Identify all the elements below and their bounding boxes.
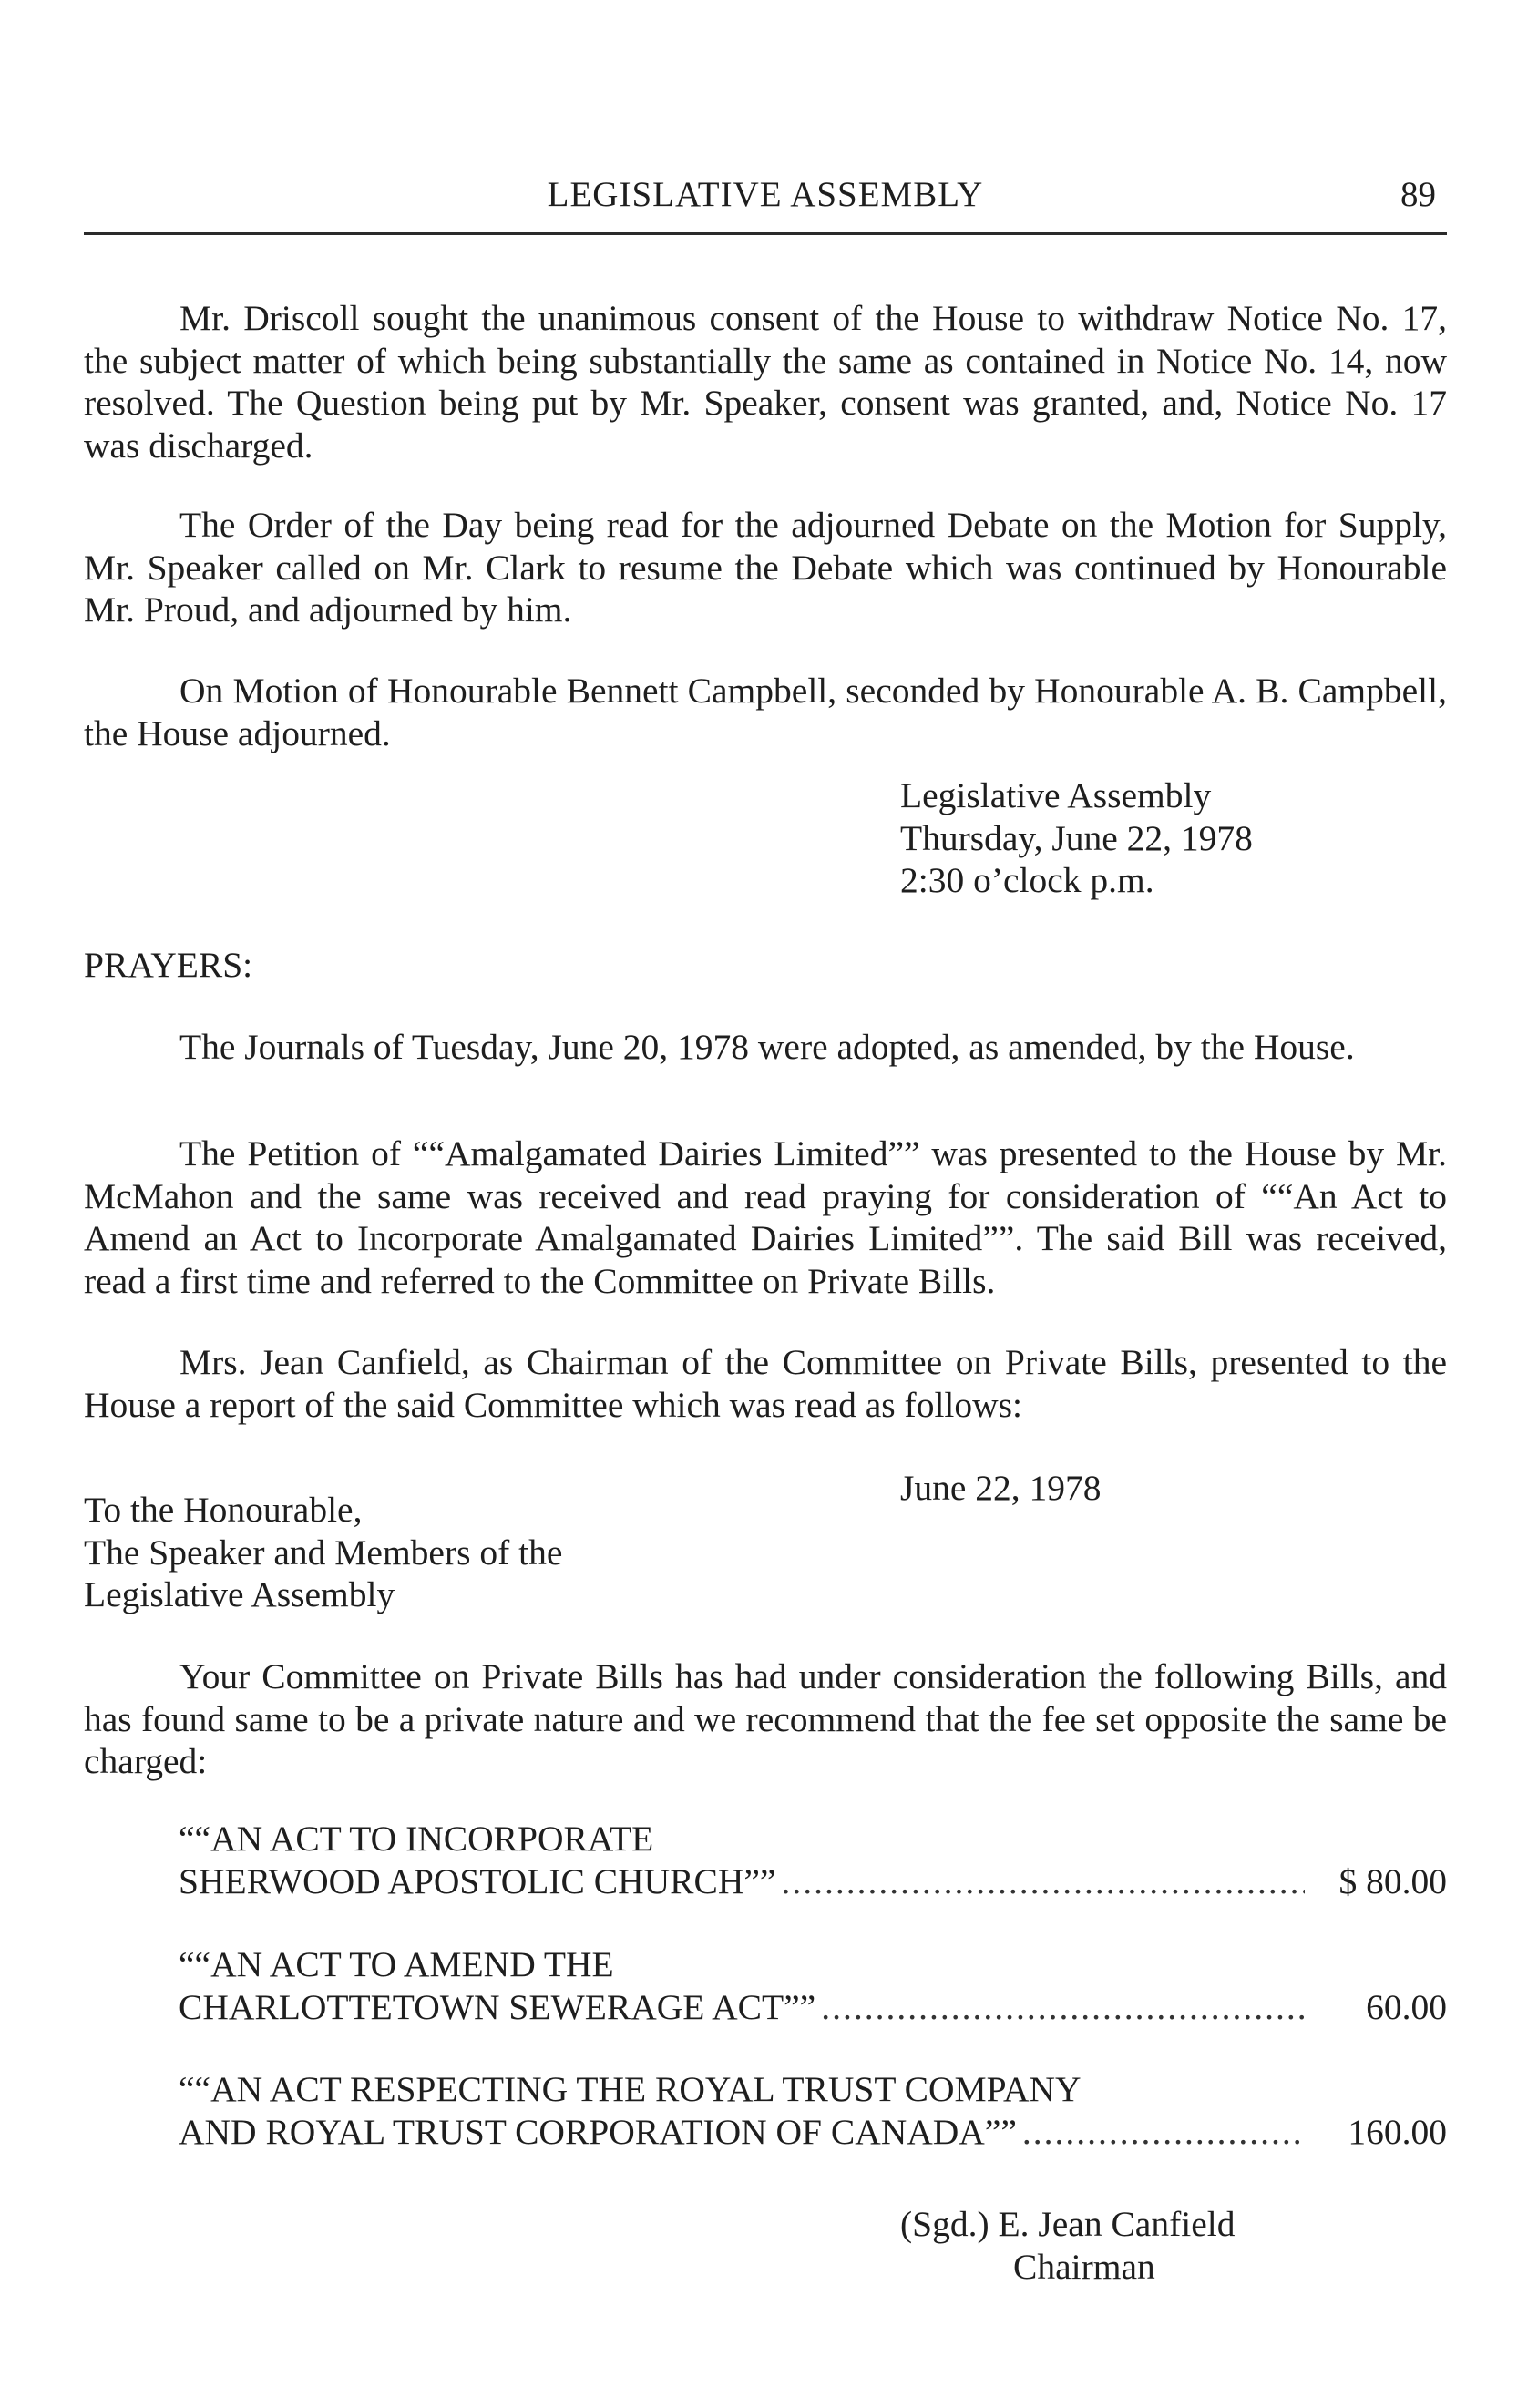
header-rule bbox=[84, 232, 1447, 235]
sitting-assembly: Legislative Assembly bbox=[900, 775, 1212, 815]
address-line: To the Honourable, bbox=[84, 1490, 363, 1530]
page-header bbox=[84, 164, 1447, 219]
report-date: June 22, 1978 bbox=[900, 1468, 1102, 1508]
paragraph-committee-recommendation: Your Committee on Private Bills has had under consideration the following Bills, and has found same to be a private nature and we recommend that the fee set opposite the same be charged: bbox=[84, 1656, 1447, 1781]
dot-leader bbox=[781, 1860, 1305, 1903]
sitting-heading bbox=[900, 774, 1253, 902]
paragraph-journals-adopted: The Journals of Tuesday, June 20, 1978 were adopted, as amended, by the House. bbox=[179, 1027, 1355, 1067]
signature-name: (Sgd.) E. Jean Canfield bbox=[900, 2204, 1236, 2244]
bill-title: CHARLOTTETOWN SEWERAGE ACT”” bbox=[179, 1986, 816, 2027]
paragraph-committee-report-intro: Mrs. Jean Canfield, as Chairman of the Committee on Private Bills, presented to the House a report of the said Committee which was read as follows: bbox=[84, 1342, 1447, 1425]
page-title: LEGISLATIVE ASSEMBLY bbox=[547, 175, 984, 214]
sitting-date: Thursday, June 22, 1978 bbox=[900, 817, 1253, 858]
dot-leader bbox=[1022, 2111, 1305, 2154]
bill-title: ““AN ACT RESPECTING THE ROYAL TRUST COMPANY bbox=[179, 2069, 1082, 2109]
address-line: Legislative Assembly bbox=[84, 1574, 395, 1614]
paragraph-supply-debate: The Order of the Day being read for the adjourned Debate on the Motion for Supply, Mr. Speaker called on Mr. Clark to resume the Debate which was continued by Honourable Mr. Proud, and adjourned by him. bbox=[84, 505, 1447, 630]
paragraph-withdraw-notice: Mr. Driscoll sought the unanimous consent of the House to withdraw Notice No. 17, the subject matter of which being substantially the same as contained in Notice No. 14, now resolved. The Question being put by Mr. Speaker, consent was granted, and, Notice No. 17 was discharged. bbox=[84, 298, 1447, 466]
bill-title: SHERWOOD APOSTOLIC CHURCH”” bbox=[179, 1860, 776, 1901]
address-line: The Speaker and Members of the bbox=[84, 1532, 563, 1573]
bill-entry bbox=[179, 1943, 1447, 2028]
paragraph-adjournment: On Motion of Honourable Bennett Campbell, seconded by Honourable A. B. Campbell, the House adjourned. bbox=[84, 671, 1447, 753]
bill-entry bbox=[179, 1818, 1447, 1902]
bill-fee: 60.00 bbox=[1366, 1986, 1447, 2027]
paragraph-petition: The Petition of ““Amalgamated Dairies Limited”” was presented to the House by Mr. McMahon and the same was received and read praying for consideration of ““An Act to Amend an Act to Incorporate Amalgamated Dairies Limited””. The said Bill was received, read a first time and referred to the Committee on Private Bills. bbox=[84, 1133, 1447, 1301]
bill-title: ““AN ACT TO INCORPORATE bbox=[179, 1819, 654, 1859]
bill-fee: 160.00 bbox=[1348, 2111, 1447, 2152]
page-number: 89 bbox=[1400, 175, 1436, 214]
signature-block bbox=[900, 2203, 1235, 2288]
bill-entry bbox=[179, 2068, 1447, 2153]
dot-leader bbox=[821, 1986, 1305, 2029]
prayers-heading: PRAYERS: bbox=[84, 945, 253, 985]
sitting-time: 2:30 o’clock p.m. bbox=[900, 860, 1154, 900]
bill-fee: $ 80.00 bbox=[1338, 1860, 1447, 1901]
bill-title: ““AN ACT TO AMEND THE bbox=[179, 1944, 614, 1984]
bill-title: AND ROYAL TRUST CORPORATION OF CANADA”” bbox=[179, 2111, 1017, 2152]
signature-title: Chairman bbox=[1013, 2246, 1155, 2287]
report-address bbox=[84, 1489, 562, 1616]
